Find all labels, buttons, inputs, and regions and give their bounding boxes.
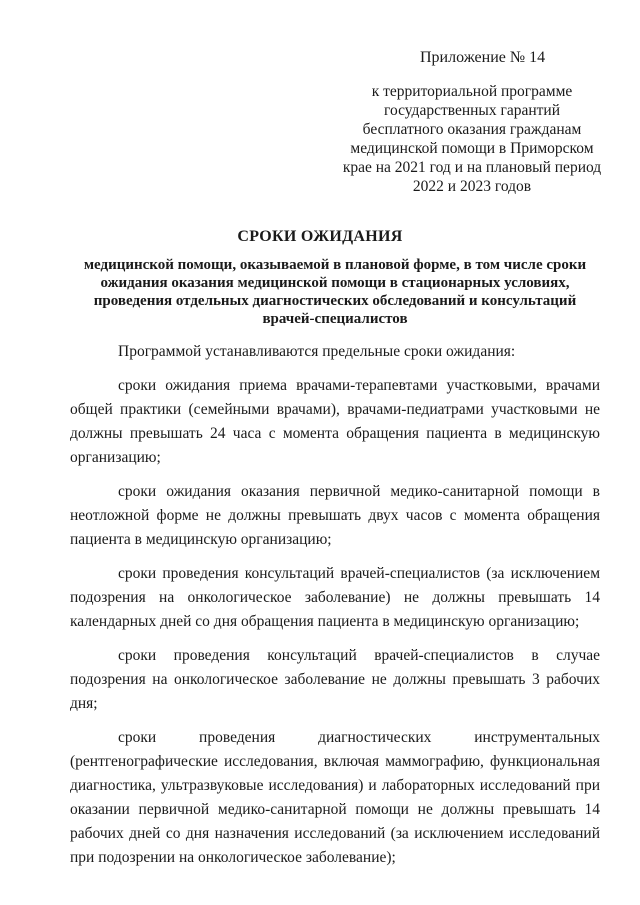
paragraph-specialist-wait: сроки проведения консультаций врачей-специалистов (за исключением подозрения на онкологическое заболевание) не должны превышать 14 календарных дней со дня обращения пациента в медицинскую организацию;	[70, 565, 600, 630]
document-title: СРОКИ ОЖИДАНИЯ	[237, 228, 403, 245]
paragraph-oncology-specialist-wait: сроки проведения консультаций врачей-специалистов в случае подозрения на онкологическое заболевание не должны превышать 3 рабочих дня;	[70, 647, 600, 712]
paragraph-diagnostics-wait: сроки проведения диагностических инструментальных (рентгенографические исследования, включая маммографию, функциональная диагностика, ультразвуковые исследования) и лабораторных исследований при оказании первичной медико-санитарной помощи не должны превышать 14 рабочих дней со дня назначения исследований (за исключением исследований при подозрении на онкологическое заболевание);	[70, 729, 600, 866]
paragraph-intro: Программой устанавливаются предельные сроки ожидания:	[118, 343, 516, 360]
paragraph-therapist-wait: сроки ожидания приема врачами-терапевтами участковыми, врачами общей практики (семейными врачами), врачами-педиатрами участковыми не должны превышать 24 часа с момента обращения пациента в медицинскую организацию;	[70, 377, 600, 466]
appendix-reference: к территориальной программе государственных гарантий бесплатного оказания гражданам медицинской помощи в Приморском крае на 2021 год и на плановый период 2022 и 2023 годов	[342, 83, 602, 195]
document-subtitle: медицинской помощи, оказываемой в плановой форме, в том числе сроки ожидания оказания медицинской помощи в стационарных условиях, проведения отдельных диагностических обследований и консультаций врачей-специалистов	[83, 257, 587, 327]
appendix-number: Приложение № 14	[420, 49, 546, 66]
document-body	[70, 340, 600, 880]
paragraph-urgent-care-wait: сроки ожидания оказания первичной медико-санитарной помощи в неотложной форме не должны превышать двух часов с момента обращения пациента в медицинскую организацию;	[70, 483, 600, 548]
